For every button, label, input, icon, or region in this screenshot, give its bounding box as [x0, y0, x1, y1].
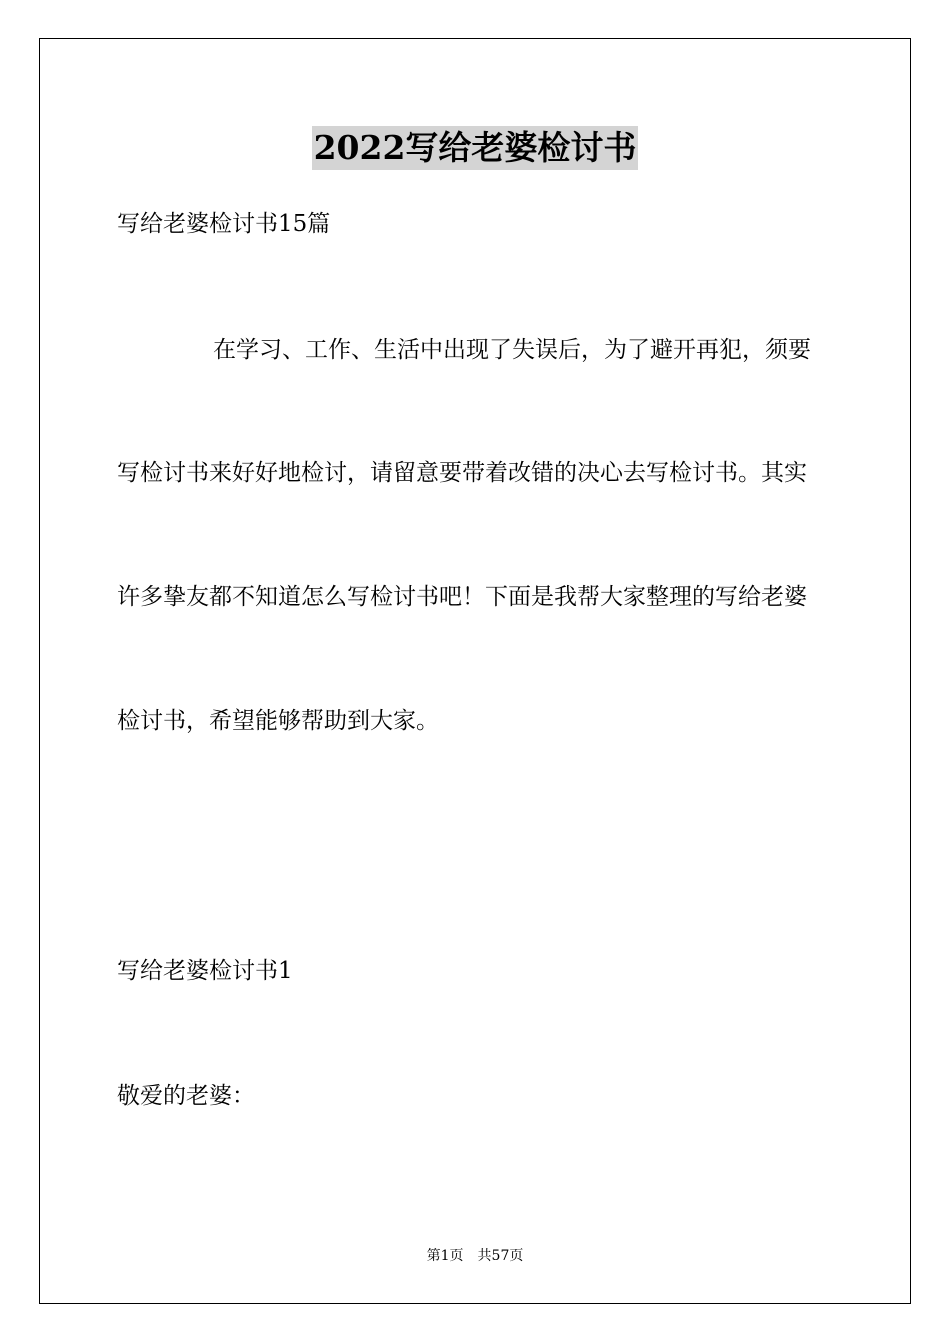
intro-line-2: 写检讨书来好好地检讨，请留意要带着改错的决心去写检讨书。其实: [117, 460, 807, 486]
intro-line-3: 许多挚友都不知道怎么写检讨书吧！下面是我帮大家整理的写给老婆: [117, 584, 807, 610]
salutation: 敬爱的老婆：: [117, 1083, 255, 1109]
page-number: 第1页: [426, 1248, 464, 1264]
document-title: 2022写给老婆检讨书: [312, 126, 639, 170]
title-container: [0, 126, 950, 170]
intro-line-4: 检讨书，希望能够帮助到大家。: [117, 708, 439, 734]
document-subtitle: 写给老婆检讨书15篇: [117, 211, 331, 237]
section-heading: 写给老婆检讨书1: [117, 958, 293, 984]
page-total: 共57页: [477, 1248, 524, 1264]
intro-line-1: 在学习、工作、生活中出现了失误后，为了避开再犯，须要: [213, 337, 811, 363]
page-footer: [0, 1246, 950, 1266]
